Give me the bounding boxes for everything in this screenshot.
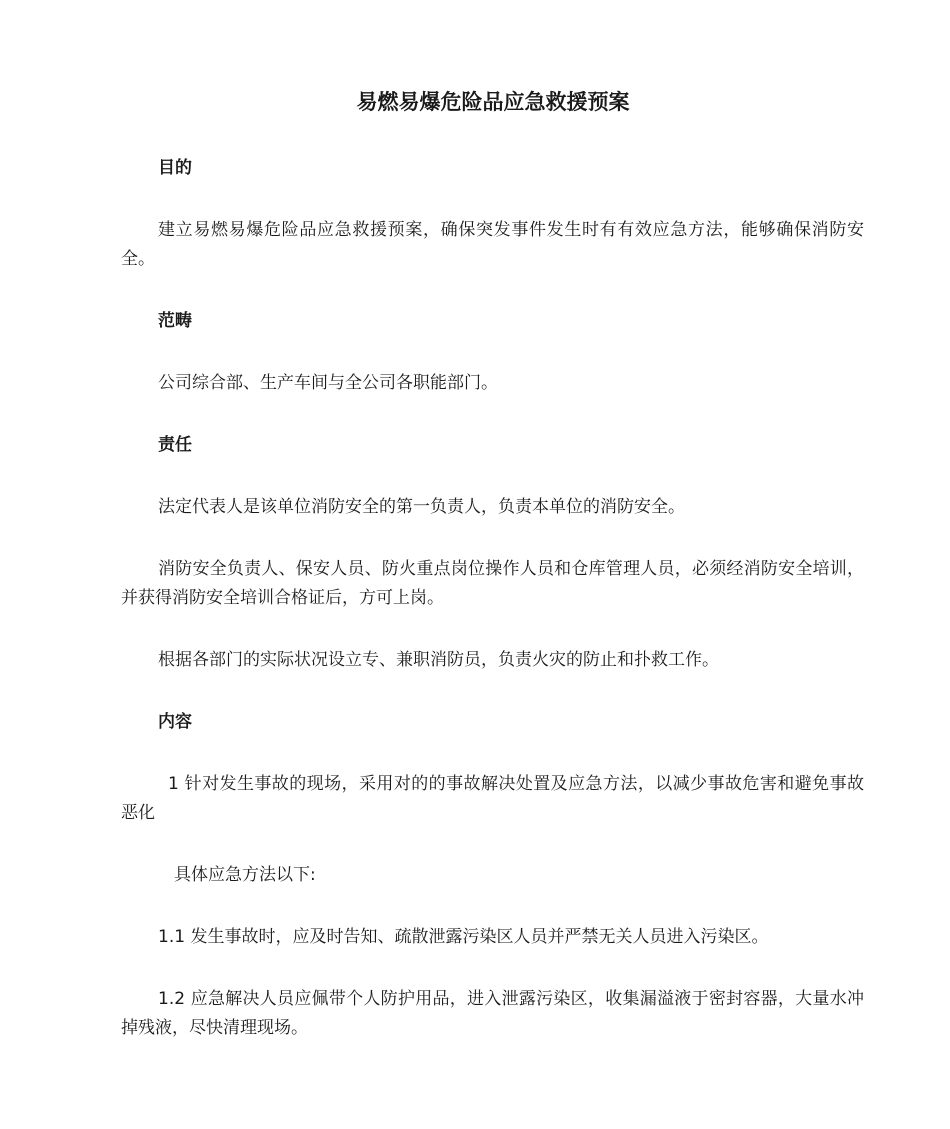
responsibility-paragraph-3: 根据各部门的实际状况设立专、兼职消防员，负责火灾的防止和扑救工作。 (158, 650, 719, 670)
section-heading-scope: 范畴 (158, 311, 192, 331)
content-paragraph-4: 1.2 应急解决人员应佩带个人防护用品，进入泄露污染区，收集漏溢液于密封容器，大量水冲掉残液，尽快清理现场。 (121, 989, 864, 1038)
section-heading-responsibility: 责任 (158, 435, 192, 455)
responsibility-paragraph-2: 消防安全负责人、保安人员、防火重点岗位操作人员和仓库管理人员，必须经消防安全培训，并获得消防安全培训合格证后，方可上岗。 (121, 559, 864, 608)
scope-paragraph: 公司综合部、生产车间与全公司各职能部门。 (158, 373, 498, 393)
purpose-paragraph: 建立易燃易爆危险品应急救援预案，确保突发事件发生时有有效应急方法，能够确保消防安全。 (121, 220, 864, 269)
content-paragraph-2: 具体应急方法以下: (174, 865, 316, 885)
section-heading-content: 内容 (158, 712, 192, 732)
responsibility-paragraph-1: 法定代表人是该单位消防安全的第一负责人，负责本单位的消防安全。 (158, 497, 685, 517)
content-paragraph-1: 1 针对发生事故的现场，采用对的的事故解决处置及应急方法，以减少事故危害和避免事故恶化 (121, 774, 864, 823)
section-heading-purpose: 目的 (158, 158, 192, 178)
content-paragraph-3: 1.1 发生事故时，应及时告知、疏散泄露污染区人员并严禁无关人员进入污染区。 (158, 927, 769, 947)
document-title: 易燃易爆危险品应急救援预案 (356, 90, 630, 114)
